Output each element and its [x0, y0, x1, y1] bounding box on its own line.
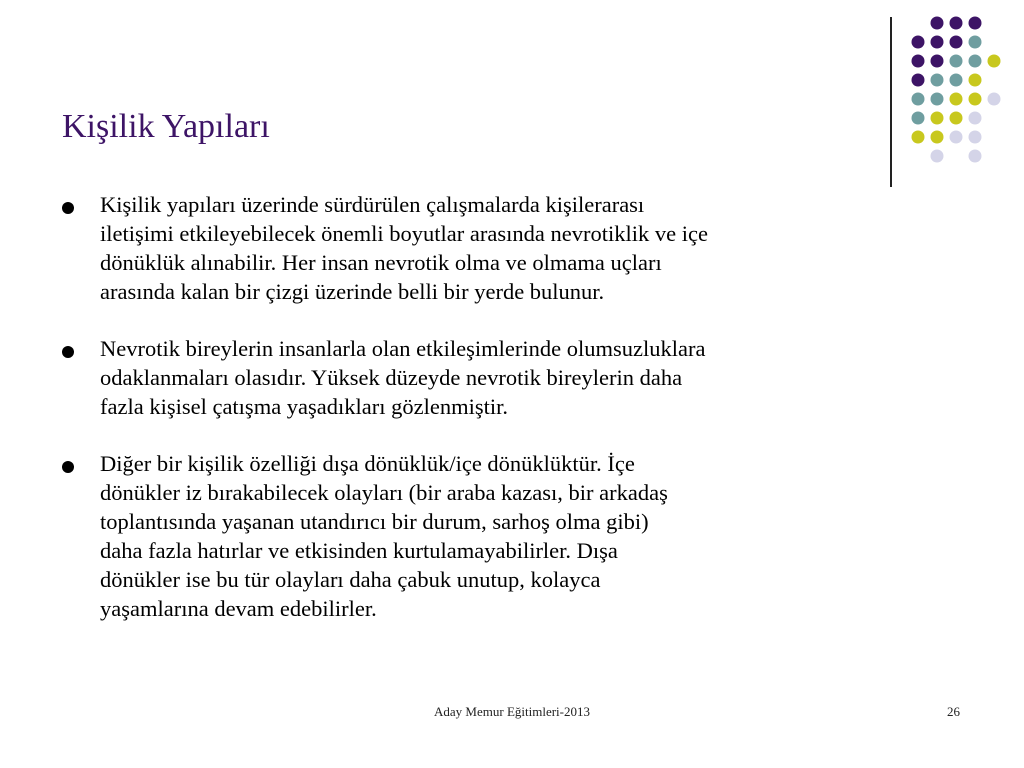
bullet-text-line: Diğer bir kişilik özelliği dışa dönüklük/içe dönüklüktür. İçe	[100, 451, 635, 476]
bullet-text-line: dönükler ise bu tür olayları daha çabuk unutup, kolayca	[100, 567, 601, 592]
bullet-item	[62, 334, 942, 421]
decorative-dot	[931, 112, 944, 125]
page-number: 26	[947, 704, 960, 719]
decorative-dot	[988, 55, 1001, 68]
decorative-dot	[931, 93, 944, 106]
decorative-dot	[950, 112, 963, 125]
decorative-dot	[969, 93, 982, 106]
decorative-dot	[912, 55, 925, 68]
decorative-dot	[969, 150, 982, 163]
decorative-dot	[912, 93, 925, 106]
bullet-text-line: odaklanmaları olasıdır. Yüksek düzeyde nevrotik bireylerin daha	[100, 365, 683, 390]
bullet-text-line: fazla kişisel çatışma yaşadıkları gözlenmiştir.	[100, 394, 508, 419]
decorative-dot	[969, 131, 982, 144]
decorative-dot	[950, 36, 963, 49]
bullet-text-line: yaşamlarına devam edebilirler.	[100, 596, 377, 621]
decorative-dot	[931, 36, 944, 49]
vertical-divider	[890, 17, 892, 187]
bullet-list	[62, 190, 942, 651]
decorative-dot	[912, 131, 925, 144]
decorative-dot	[950, 55, 963, 68]
slide-title: Kişilik Yapıları	[62, 108, 270, 145]
decorative-dot	[931, 131, 944, 144]
decorative-dot	[969, 74, 982, 87]
bullet-text-line: iletişimi etkileyebilecek önemli boyutlar arasında nevrotiklik ve içe	[100, 221, 708, 246]
decorative-dot	[969, 112, 982, 125]
decorative-dot	[969, 17, 982, 30]
bullet-item	[62, 449, 942, 623]
decorative-dot	[931, 55, 944, 68]
decorative-dot	[931, 150, 944, 163]
decorative-dot	[931, 17, 944, 30]
bullet-dot-icon	[62, 346, 74, 358]
bullet-item	[62, 190, 942, 306]
decorative-dot	[912, 36, 925, 49]
bullet-text-line: dönükler iz bırakabilecek olayları (bir araba kazası, bir arkadaş	[100, 480, 668, 505]
bullet-dot-icon	[62, 202, 74, 214]
decorative-dot	[950, 131, 963, 144]
decorative-dot	[950, 74, 963, 87]
decorative-dot	[969, 55, 982, 68]
decorative-dot	[931, 74, 944, 87]
decorative-dot	[950, 93, 963, 106]
decorative-dot-grid	[0, 0, 1024, 200]
decorative-dot	[912, 74, 925, 87]
bullet-text-line: toplantısında yaşanan utandırıcı bir durum, sarhoş olma gibi)	[100, 509, 649, 534]
bullet-text-line: daha fazla hatırlar ve etkisinden kurtulamayabilirler. Dışa	[100, 538, 618, 563]
bullet-text-line: Nevrotik bireylerin insanlarla olan etkileşimlerinde olumsuzluklara	[100, 336, 706, 361]
decorative-dot	[912, 112, 925, 125]
bullet-text-line: Kişilik yapıları üzerinde sürdürülen çalışmalarda kişilerarası	[100, 192, 645, 217]
bullet-text-line: arasında kalan bir çizgi üzerinde belli bir yerde bulunur.	[100, 279, 605, 304]
decorative-dot	[950, 17, 963, 30]
bullet-dot-icon	[62, 461, 74, 473]
slide-footer: Aday Memur Eğitimleri-2013	[434, 704, 590, 719]
bullet-text-line: dönüklük alınabilir. Her insan nevrotik olma ve olmama uçları	[100, 250, 662, 275]
decorative-dot	[988, 93, 1001, 106]
decorative-dot	[969, 36, 982, 49]
